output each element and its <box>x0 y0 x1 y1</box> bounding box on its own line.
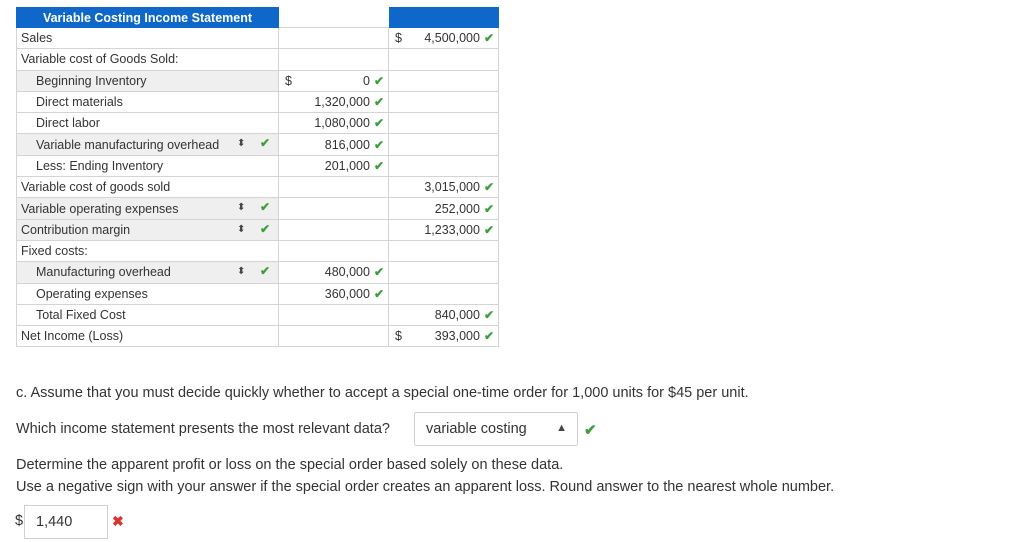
total-cell <box>389 70 499 91</box>
dollar-sign: $ <box>395 329 402 344</box>
row-label-text: Less: Ending Inventory <box>36 158 164 173</box>
amount-cell[interactable] <box>279 113 389 134</box>
row-label-text: Direct labor <box>36 116 100 131</box>
row-label-text: Variable manufacturing overhead <box>36 137 220 152</box>
total-cell <box>389 134 499 155</box>
row-label <box>17 177 279 198</box>
check-icon: ✔ <box>373 286 384 301</box>
statement-row <box>17 326 499 347</box>
updown-arrows-icon: ⬍ <box>237 202 246 214</box>
row-label-text: Fixed costs: <box>21 244 88 259</box>
statement-row <box>17 28 499 49</box>
total-cell <box>389 49 499 70</box>
statement-row <box>17 113 499 134</box>
amount-value: 816,000 <box>324 137 370 152</box>
check-icon: ✔ <box>260 264 271 279</box>
check-icon: ✔ <box>584 422 597 439</box>
check-icon: ✔ <box>373 137 384 152</box>
row-label <box>17 326 279 347</box>
amount-cell <box>279 326 389 347</box>
row-label-select[interactable] <box>17 262 279 283</box>
answer-currency: $ <box>15 513 24 529</box>
statement-row <box>17 70 499 91</box>
check-icon: ✔ <box>483 222 494 237</box>
statement-row <box>17 155 499 176</box>
total-cell <box>389 113 499 134</box>
row-label-select[interactable] <box>17 134 279 155</box>
row-label-text: Variable cost of Goods Sold: <box>21 52 179 67</box>
amount-value: 393,000 <box>434 329 480 344</box>
row-label-select[interactable] <box>17 198 279 219</box>
relevant-prompt: Which income statement presents the most relevant data? <box>16 421 390 437</box>
statement-row <box>17 134 499 155</box>
check-icon: ✔ <box>373 158 384 173</box>
statement-row <box>17 91 499 112</box>
amount-value: 252,000 <box>434 201 480 216</box>
special-order-profit-input[interactable] <box>24 505 108 539</box>
updown-arrows-icon: ⬍ <box>237 266 246 278</box>
amount-cell[interactable] <box>279 283 389 304</box>
dollar-sign: $ <box>285 73 292 88</box>
check-icon: ✔ <box>260 136 271 151</box>
row-label <box>17 304 279 325</box>
dollar-sign: $ <box>395 31 402 46</box>
updown-arrows-icon: ⬍ <box>237 138 246 150</box>
amount-value: 480,000 <box>324 265 370 280</box>
check-icon: ✔ <box>483 180 494 195</box>
amount-value: 3,015,000 <box>424 180 480 195</box>
row-label-text: Beginning Inventory <box>36 73 147 88</box>
row-label <box>17 28 279 49</box>
row-label <box>17 70 279 91</box>
row-label-text: Variable operating expenses <box>21 201 179 216</box>
statement-row <box>17 262 499 283</box>
x-icon: ✖ <box>112 513 124 529</box>
amount-cell <box>279 219 389 240</box>
amount-cell[interactable] <box>279 134 389 155</box>
amount-cell[interactable] <box>279 70 389 91</box>
amount-cell <box>279 49 389 70</box>
row-label-text: Operating expenses <box>36 286 148 301</box>
amount-cell <box>279 198 389 219</box>
row-label-text: Sales <box>21 31 53 46</box>
total-cell <box>389 283 499 304</box>
check-icon: ✔ <box>373 95 384 110</box>
total-cell[interactable] <box>389 198 499 219</box>
answer-value: 1,440 <box>36 514 73 530</box>
check-icon: ✔ <box>483 31 494 46</box>
amount-value: 1,320,000 <box>314 95 370 110</box>
statement-row <box>17 198 499 219</box>
check-icon: ✔ <box>483 308 494 322</box>
row-label-select[interactable] <box>17 219 279 240</box>
total-cell[interactable] <box>389 28 499 49</box>
check-icon: ✔ <box>483 329 494 344</box>
row-label <box>17 49 279 70</box>
row-label-text: Contribution margin <box>21 222 131 237</box>
amount-cell[interactable] <box>279 155 389 176</box>
row-label <box>17 91 279 112</box>
amount-cell <box>279 28 389 49</box>
statement-row <box>17 283 499 304</box>
check-icon: ✔ <box>260 221 271 236</box>
part-c-text: c. Assume that you must decide quickly whether to accept a special one-time order for 1,000 units for $45 per unit. <box>16 385 749 401</box>
check-icon: ✔ <box>260 200 271 215</box>
statement-row <box>17 240 499 261</box>
check-icon: ✔ <box>373 116 384 131</box>
row-label <box>17 240 279 261</box>
statement-row <box>17 177 499 198</box>
statement-title: Variable Costing Income Statement <box>17 8 279 28</box>
row-label <box>17 155 279 176</box>
total-cell[interactable] <box>389 304 499 325</box>
instruction-text: Use a negative sign with your answer if the special order creates an apparent loss. Round answer to the nearest whole number. <box>16 479 835 495</box>
updown-arrows-icon: ▲ <box>556 422 567 434</box>
statement-header-row <box>17 8 499 28</box>
relevant-statement-select[interactable] <box>414 412 578 446</box>
amount-cell <box>279 177 389 198</box>
amount-cell <box>279 304 389 325</box>
row-label-text: Direct materials <box>36 95 123 110</box>
row-label <box>17 113 279 134</box>
row-label <box>17 283 279 304</box>
amount-value: 201,000 <box>324 158 370 173</box>
total-cell <box>389 262 499 283</box>
total-cell <box>389 155 499 176</box>
amount-cell <box>279 240 389 261</box>
total-cell[interactable] <box>389 326 499 347</box>
amount-value: 1,233,000 <box>424 222 480 237</box>
updown-arrows-icon: ⬍ <box>237 223 246 235</box>
row-label-text: Net Income (Loss) <box>21 329 124 344</box>
amount-cell[interactable] <box>279 91 389 112</box>
determine-text: Determine the apparent profit or loss on the special order based solely on these data. <box>16 457 564 473</box>
amount-value: 0 <box>362 73 370 88</box>
amount-value: 1,080,000 <box>314 116 370 131</box>
amount-value: 840,000 <box>434 308 480 322</box>
check-icon: ✔ <box>483 201 494 216</box>
amount-cell[interactable] <box>279 262 389 283</box>
statement-row <box>17 49 499 70</box>
amount-value: 4,500,000 <box>424 31 480 46</box>
check-icon: ✔ <box>373 265 384 280</box>
total-cell <box>389 240 499 261</box>
total-cell[interactable] <box>389 177 499 198</box>
row-label-text: Manufacturing overhead <box>36 265 171 280</box>
amount-value: 360,000 <box>324 286 370 301</box>
row-label-text: Total Fixed Cost <box>36 308 126 322</box>
total-cell[interactable] <box>389 219 499 240</box>
statement-row <box>17 304 499 325</box>
total-cell <box>389 91 499 112</box>
relevant-statement-value: variable costing <box>426 421 527 437</box>
income-statement-table <box>16 7 499 347</box>
row-label-text: Variable cost of goods sold <box>21 180 171 195</box>
check-icon: ✔ <box>373 73 384 88</box>
statement-row <box>17 219 499 240</box>
